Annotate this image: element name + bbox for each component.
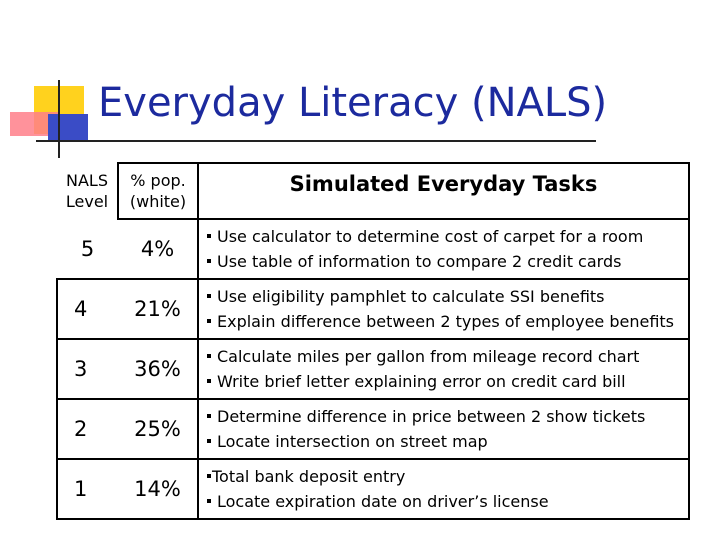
bullet-icon	[207, 499, 211, 503]
task-text: Write brief letter explaining error on credit card bill	[217, 372, 626, 391]
table-row	[57, 399, 689, 459]
tasks-cell	[198, 219, 689, 279]
tasks-cell	[198, 399, 689, 459]
header-level-line2: Level	[65, 192, 109, 211]
task-item	[207, 284, 688, 309]
header-level	[57, 163, 118, 219]
level-cell: 3	[57, 339, 118, 399]
task-item	[207, 309, 688, 334]
table-row	[57, 219, 689, 279]
header-pop	[118, 163, 198, 219]
task-item	[207, 464, 688, 489]
bullet-icon	[207, 259, 211, 263]
table-header-row	[57, 163, 689, 219]
task-item	[207, 429, 688, 454]
task-text: Use eligibility pamphlet to calculate SSI benefits	[217, 287, 605, 306]
pct-cell: 36%	[118, 339, 198, 399]
tasks-cell	[198, 459, 689, 519]
task-text: Determine difference in price between 2 show tickets	[217, 407, 646, 426]
level-cell: 2	[57, 399, 118, 459]
header-pop-line2: (white)	[129, 192, 187, 211]
level-cell: 4	[57, 279, 118, 339]
level-cell: 5	[80, 236, 95, 261]
task-item	[207, 489, 688, 514]
task-item	[207, 224, 688, 249]
level-cell: 1	[57, 459, 118, 519]
task-text: Calculate miles per gallon from mileage record chart	[217, 347, 640, 366]
header-level-line1: NALS	[66, 171, 108, 190]
bullet-icon	[207, 474, 211, 478]
bullet-icon	[207, 414, 211, 418]
bullet-icon	[207, 294, 211, 298]
task-text: Locate intersection on street map	[217, 432, 488, 451]
decorative-blue-square	[48, 114, 88, 142]
task-text: Locate expiration date on driver’s license	[217, 492, 549, 511]
header-tasks: Simulated Everyday Tasks	[198, 163, 689, 219]
bullet-icon	[207, 379, 211, 383]
pct-cell: 4%	[140, 237, 175, 261]
bullet-icon	[207, 234, 211, 238]
literacy-table	[56, 162, 690, 520]
task-text: Use calculator to determine cost of carpet for a room	[217, 227, 644, 246]
table-row	[57, 279, 689, 339]
pct-cell: 14%	[118, 459, 198, 519]
pct-cell: 25%	[118, 399, 198, 459]
pct-cell: 21%	[118, 279, 198, 339]
task-item	[207, 249, 688, 274]
task-text: Use table of information to compare 2 credit cards	[217, 252, 622, 271]
tasks-cell	[198, 279, 689, 339]
task-item	[207, 404, 688, 429]
slide-title: Everyday Literacy (NALS)	[98, 80, 608, 126]
task-item	[207, 369, 688, 394]
decorative-vertical-line	[58, 80, 60, 158]
tasks-cell	[198, 339, 689, 399]
task-text: Total bank deposit entry	[212, 467, 406, 486]
task-text: Explain difference between 2 types of employee benefits	[217, 312, 675, 331]
table-row	[57, 339, 689, 399]
bullet-icon	[207, 354, 211, 358]
title-underline	[36, 140, 596, 142]
header-pop-line1: % pop.	[130, 171, 186, 190]
bullet-icon	[207, 439, 211, 443]
table-row	[57, 459, 689, 519]
bullet-icon	[207, 319, 211, 323]
task-item	[207, 344, 688, 369]
